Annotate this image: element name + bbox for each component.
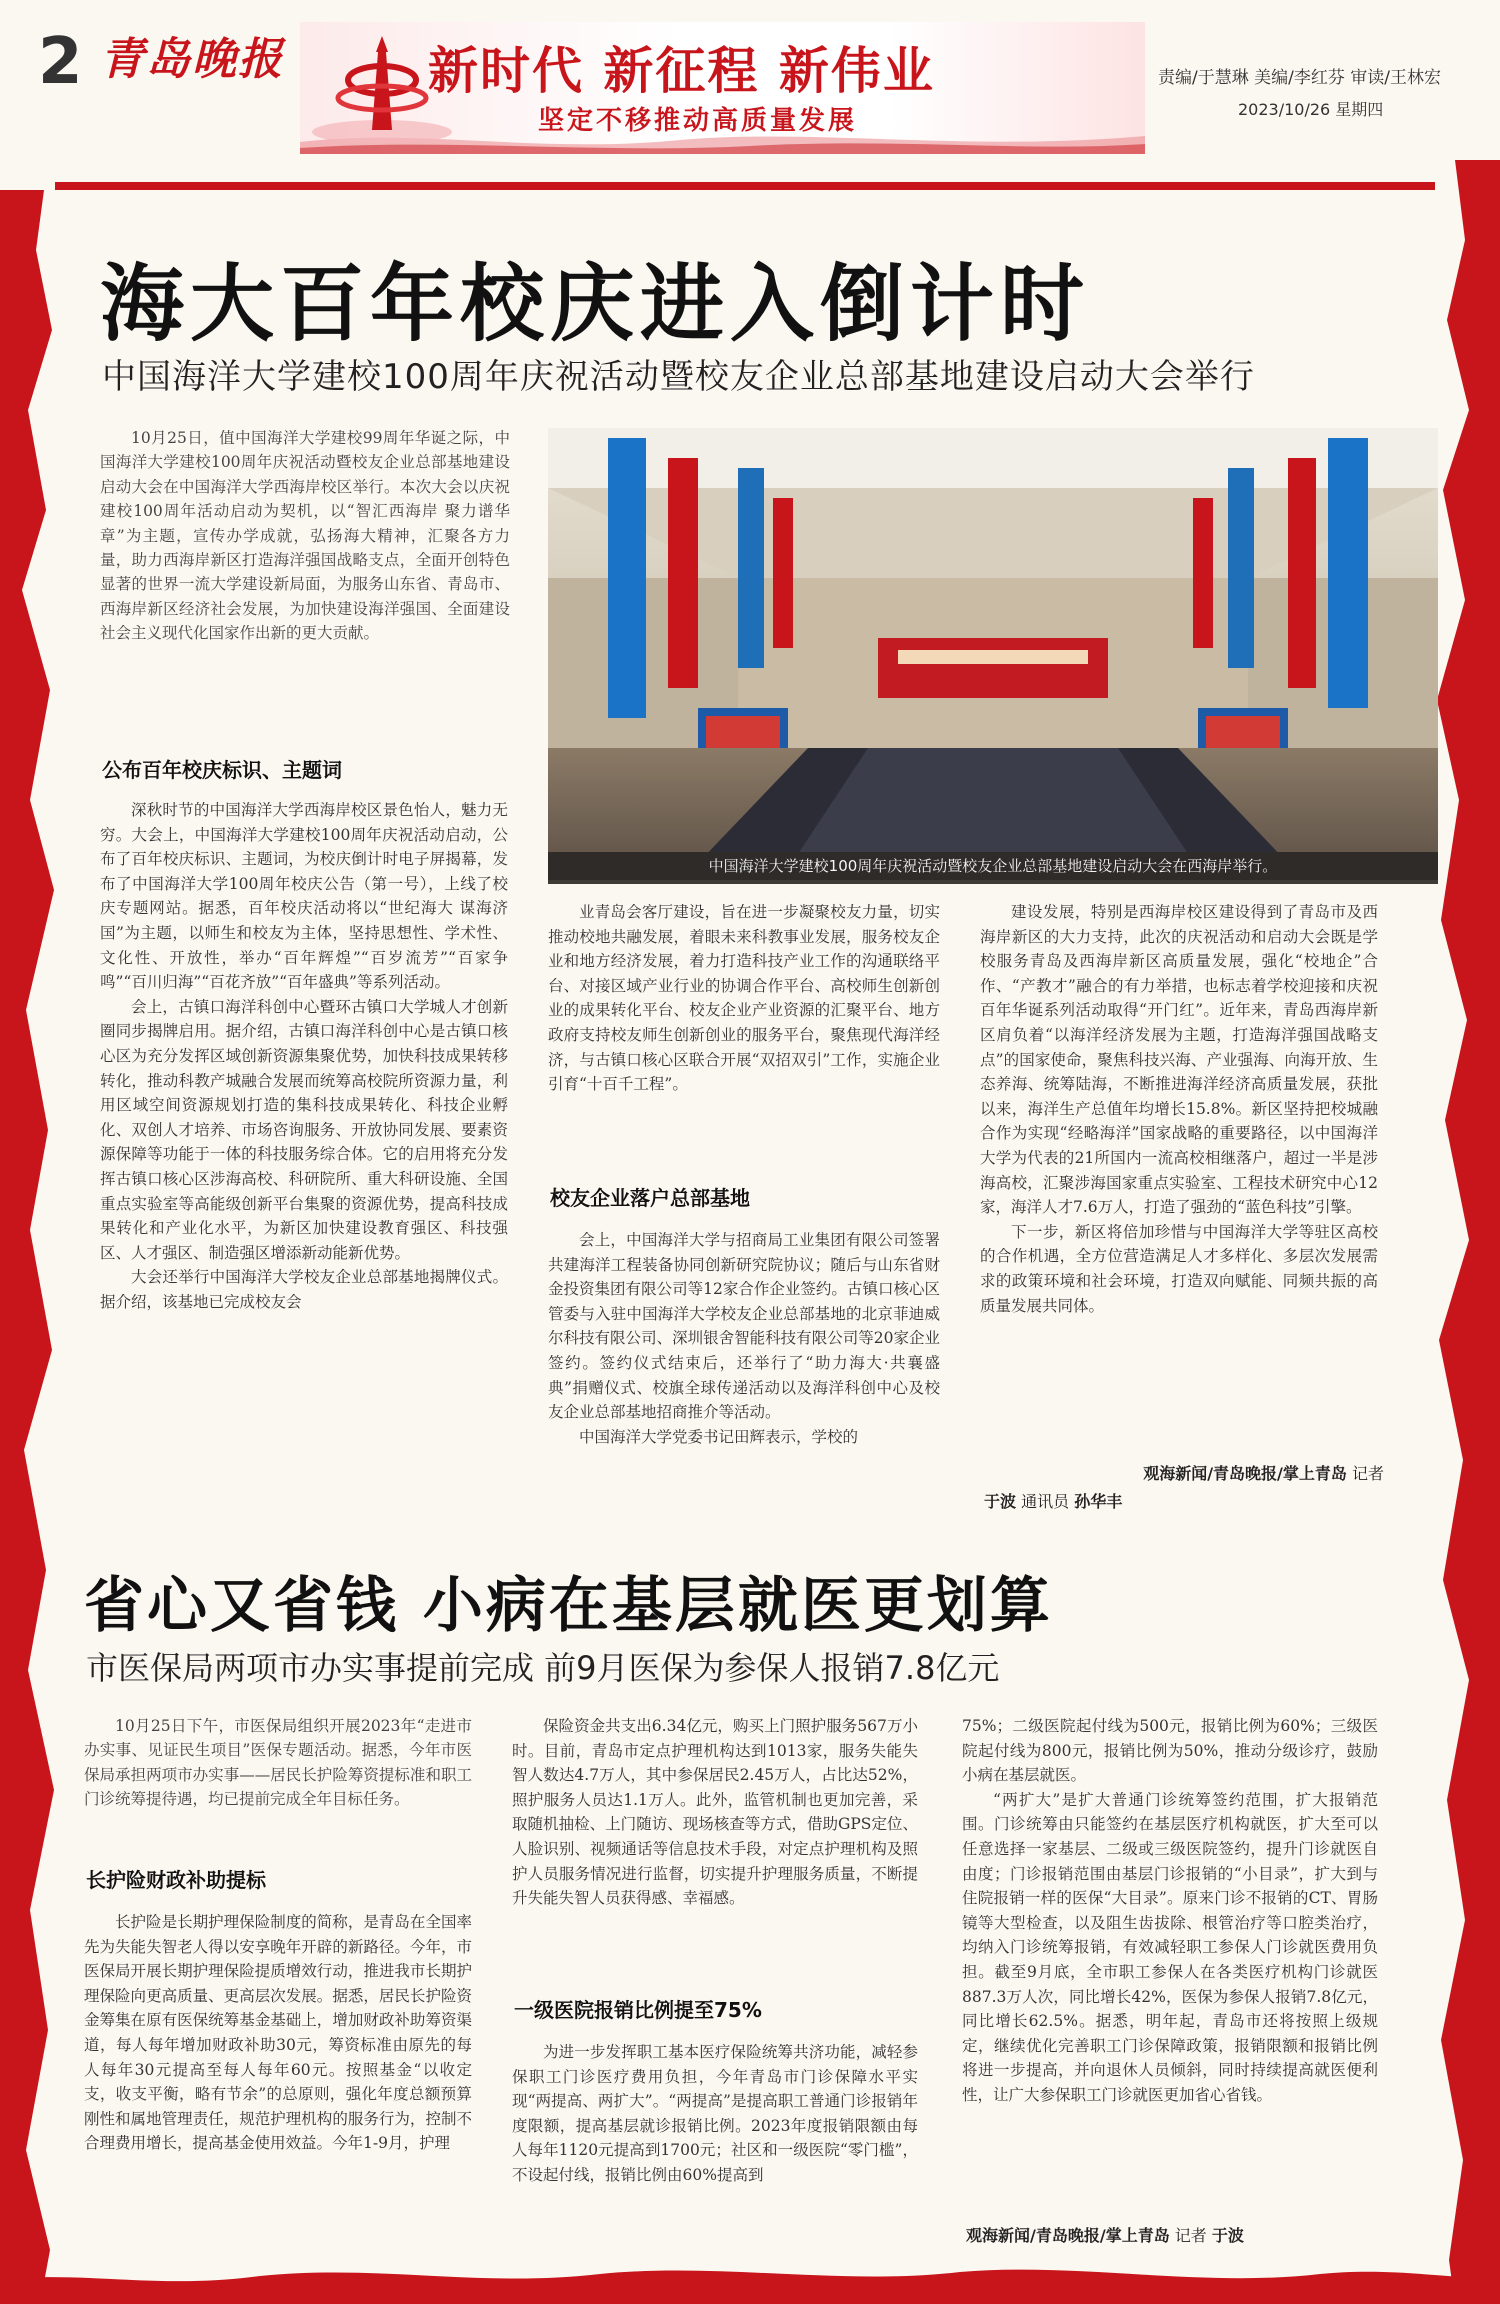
article2-paragraph: 为进一步发挥职工基本医疗保险统筹共济功能，减轻参保职工门诊医疗费用负担，今年青岛市门诊保障水平实现“两提高、两扩大”。“两提高”是提高职工普通门诊报销年度限额，提高基层就诊报销比例。2023年度报销限额由每人每年1120元提高到1700元；社区和一级医院“零门槛”，不设起付线，报销比例由60%提高到 xyxy=(512,2043,918,2184)
article2-column-2b xyxy=(512,2040,918,2188)
byline-correspondent-label: 通讯员 xyxy=(1021,1492,1070,1511)
article1-paragraph: 业青岛会客厅建设，旨在进一步凝聚校友力量，切实推动校地共融发展，着眼未来科教事业发展，服务校友企业和地方经济发展，着力打造科技产业工作的沟通联络平台、对接区域产业行业的协调合作平台、高校师生创新创业的成果转化平台、校友企业产业资源的汇聚平台、地方政府支持校友师生创新创业的服务平台，聚焦现代海洋经济，与古镇口核心区联合开展“双招双引”工作，实施企业引育“十百千工程”。 xyxy=(548,903,940,1094)
article1-column-2b xyxy=(548,1228,940,1449)
article1-byline xyxy=(984,1460,1384,1488)
article2-headline: 省心又省钱 小病在基层就医更划算 xyxy=(84,1571,1053,1641)
article1-section-heading-2: 校友企业落户总部基地 xyxy=(550,1186,750,1210)
article1-paragraph: 会上，中国海洋大学与招商局工业集团有限公司签署共建海洋工程装备协同创新研究院协议；随后与山东省财金投资集团有限公司等12家合作企业签约。古镇口核心区管委与入驻中国海洋大学校友企业总部基地的北京菲迪威尔科技有限公司、深圳银舍智能科技有限公司等20家企业签约。签约仪式结束后，还举行了“助力海大·共襄盛典”捐赠仪式、校旗全球传递活动以及海洋科创中心及校友企业总部基地招商推介等活动。 xyxy=(548,1231,940,1422)
article1-paragraph: 下一步，新区将倍加珍惜与中国海洋大学等驻区高校的合作机遇，全方位营造满足人才多样化、多层次发展需求的政策环境和社会环境，打造双向赋能、同频共振的高质量发展共同体。 xyxy=(980,1222,1378,1315)
banner-subtitle: 坚定不移推动高质量发展 xyxy=(538,106,858,136)
article1-photo-caption: 中国海洋大学建校100周年庆祝活动暨校友企业总部基地建设启动大会在西海岸举行。 xyxy=(548,852,1438,880)
article1-byline-2 xyxy=(984,1488,1384,1516)
page-number: 2 xyxy=(38,25,83,99)
article1-headline: 海大百年校庆进入倒计时 xyxy=(100,255,1091,353)
article2-subheadline: 市医保局两项市办实事提前完成 前9月医保为参保人报销7.8亿元 xyxy=(86,1649,1000,1687)
article2-section-heading: 长护险财政补助提标 xyxy=(86,1868,266,1892)
frame-bottom-brush xyxy=(0,2262,1500,2304)
article1-paragraph: 深秋时节的中国海洋大学西海岸校区景色怡人，魅力无穷。大会上，中国海洋大学建校100周年庆祝活动启动，公布了百年校庆标识、主题词，为校庆倒计时电子屏揭幕，发布了中国海洋大学100周年校庆公告（第一号），上线了校庆专题网站。据悉，百年校庆活动将以“世纪海大 谋海济国”为主题，以师生和校友为主体，坚持思想性、学术性、文化性、开放性，举办“百年辉煌”“百岁流芳”“百家争鸣”“百川归海”“百花齐放”“百年盛典”等系列活动。 xyxy=(100,801,508,992)
byline-reporter-label: 记者 xyxy=(1351,1464,1384,1483)
article1-paragraph: 建设发展，特别是西海岸校区建设得到了青岛市及西海岸新区的大力支持，此次的庆祝活动和启动大会既是学校服务青岛及西海岸新区高质量发展，强化“校地企”合作、“产教才”融合的有力举措，也标志着学校迎接和庆祝百年华诞系列活动取得“开门红”。近年来，青岛西海岸新区肩负着“以海洋经济发展为主题，打造海洋强国战略支点”的国家使命，聚焦科技兴海、产业强海、向海开放、生态养海、统筹陆海，不断推进海洋经济高质量发展，获批以来，海洋生产总值年均增长15.8%。新区坚持把校城融合作为实现“经略海洋”国家战略的重要路径，以中国海洋大学为代表的21所国内一流高校相继落户，超过一半是涉海高校，汇聚涉海国家重点实验室、工程技术研究中心12家，海洋人才7.6万人，打造了强劲的“蓝色科技”引擎。 xyxy=(980,903,1378,1217)
article1-column-3 xyxy=(980,900,1378,1318)
article2-paragraph: 75%；二级医院起付线为500元，报销比例为60%；三级医院起付线为800元，报销比例为50%，推动分级诊疗，鼓励小病在基层就医。 xyxy=(962,1717,1378,1785)
byline-source: 观海新闻/青岛晚报/掌上青岛 xyxy=(1143,1464,1347,1483)
article1-section-heading: 公布百年校庆标识、主题词 xyxy=(102,758,342,782)
article1-subheadline: 中国海洋大学建校100周年庆祝活动暨校友企业总部基地建设启动大会举行 xyxy=(102,357,1255,397)
article1-photo xyxy=(548,428,1438,884)
article2-lead xyxy=(84,1714,472,1812)
byline-reporter-label: 记者 xyxy=(1174,2226,1207,2245)
theme-banner xyxy=(300,22,1145,154)
article2-paragraph: 长护险是长期护理保险制度的简称，是青岛在全国率先为失能失智老人得以安享晚年开辟的新路径。今年，市医保局开展长期护理保险提质增效行动，推进我市长期护理保险向更高质量、更高层次发展。据悉，居民长护险资金筹集在原有医保统筹基金基础上，增加财政补助筹资渠道，每人每年增加财政补助30元，筹资标准由原先的每人每年30元提高至每人每年60元。按照基金“以收定支，收支平衡，略有节余”的总原则，强化年度总额预算刚性和属地管理责任，规范护理机构的服务行为，控制不合理费用增长，提高基金使用效益。今年1-9月，护理 xyxy=(84,1913,472,2153)
banner-title: 新时代 新征程 新伟业 xyxy=(428,42,935,100)
article1-column-2 xyxy=(548,900,940,1097)
article2-paragraph: 保险资金共支出6.34亿元，购买上门照护服务567万小时。目前，青岛市定点护理机构达到1013家，服务失能失智人数达4.7万人，其中参保居民2.45万人，占比达52%，照护服务人员达1.1万人。此外，监管机制也更加完善，采取随机抽检、上门随访、现场核查等方式，借助GPS定位、人脸识别、视频通话等信息技术手段，对定点护理机构及照护人员服务情况进行监督，切实提升护理服务质量，不断提升失能失智人员获得感、幸福感。 xyxy=(512,1717,918,1908)
publication-date: 2023/10/26 星期四 xyxy=(1238,100,1384,119)
byline-reporter: 于波 xyxy=(984,1492,1017,1511)
article2-byline xyxy=(966,2222,1386,2250)
byline-reporter: 于波 xyxy=(1211,2226,1244,2245)
frame-left-brush xyxy=(0,190,58,2304)
article2-paragraph: “两扩大”是扩大普通门诊统筹签约范围，扩大报销范围。门诊统筹由只能签约在基层医疗机构就医，扩大至可以任意选择一家基层、二级或三级医院签约，提升门诊就医自由度；门诊报销范围由基层门诊报销的“小目录”，扩大到与住院报销一样的医保“大目录”。原来门诊不报销的CT、胃肠镜等大型检查，以及阻生齿拔除、根管治疗等口腔类治疗，均纳入门诊统筹报销，有效减轻职工参保人门诊就医费用负担。截至9月底，全市职工参保人在各类医疗机构门诊就医887.3万人次，同比增长42%，医保为参保人报销7.8亿元，同比增长62.5%。据悉，明年起，青岛市还将按照上级规定，继续优化完善职工门诊保障政策，报销限额和报销比例将进一步提高，并向退休人员倾斜，同时持续提高就医便利性，让广大参保职工门诊就医更加省心省钱。 xyxy=(962,1790,1378,2104)
byline-source: 观海新闻/青岛晚报/掌上青岛 xyxy=(966,2226,1170,2245)
article1-paragraph: 会上，古镇口海洋科创中心暨环古镇口大学城人才创新圈同步揭牌启用。据介绍，古镇口海洋科创中心是古镇口核心区为充分发挥区域创新资源集聚优势，加快科技成果转移转化，推动科教产城融合发展而统筹高校院所资源力量，利用区域空间资源规划打造的集科技成果转化、科技企业孵化、双创人才培养、市场咨询服务、开放协同发展、要素资源保障等功能于一体的科技服务综合体。它的启用将充分发挥古镇口核心区涉海高校、科研院所、重大科研设施、全国重点实验室等高能级创新平台集聚的资源优势，提高科技成果转化和产业化水平，为新区加快建设教育强区、科技强区、人才强区、制造强区增添新动能新优势。 xyxy=(100,997,508,1262)
article2-column-3 xyxy=(962,1714,1378,2108)
article1-column-1 xyxy=(100,798,508,1314)
frame-top-line xyxy=(55,182,1435,190)
newspaper-masthead: 青岛晚报 xyxy=(100,34,284,85)
article1-paragraph: 大会还举行中国海洋大学校友企业总部基地揭牌仪式。据介绍，该基地已完成校友会 xyxy=(100,1268,508,1311)
byline-correspondent: 孙华丰 xyxy=(1074,1492,1123,1511)
article1-lead xyxy=(100,426,510,646)
article1-paragraph: 中国海洋大学党委书记田辉表示，学校的 xyxy=(579,1427,859,1446)
article2-column-2 xyxy=(512,1714,918,1911)
editor-credits: 责编/于慧琳 美编/李红芬 审读/王林宏 xyxy=(1158,68,1441,88)
article1-lead-paragraph: 10月25日，值中国海洋大学建校99周年华诞之际，中国海洋大学建校100周年庆祝活动暨校友企业总部基地建设启动大会在中国海洋大学西海岸校区举行。本次大会以庆祝建校100周年活动启动为契机，以“智汇西海岸 聚力谱华章”为主题，宣传办学成就，弘扬海大精神，汇聚各方力量，助力西海岸新区打造海洋强国战略支点，全面开创特色显著的世界一流大学建设新局面，为服务山东省、青岛市、西海岸新区经济社会发展，为加快建设海洋强国、全面建设社会主义现代化国家作出新的更大贡献。 xyxy=(100,429,510,643)
article2-column-1 xyxy=(84,1910,472,2156)
venue-photo-illustration xyxy=(548,428,1438,884)
article2-lead-paragraph: 10月25日下午，市医保局组织开展2023年“走进市办实事、见证民生项目”医保专题活动。据悉，今年市医保局承担两项市办实事——居民长护险筹资提标准和职工门诊统筹提待遇，均已提前完成全年目标任务。 xyxy=(84,1717,472,1809)
article2-section-heading-2: 一级医院报销比例提至75% xyxy=(514,1998,762,2022)
